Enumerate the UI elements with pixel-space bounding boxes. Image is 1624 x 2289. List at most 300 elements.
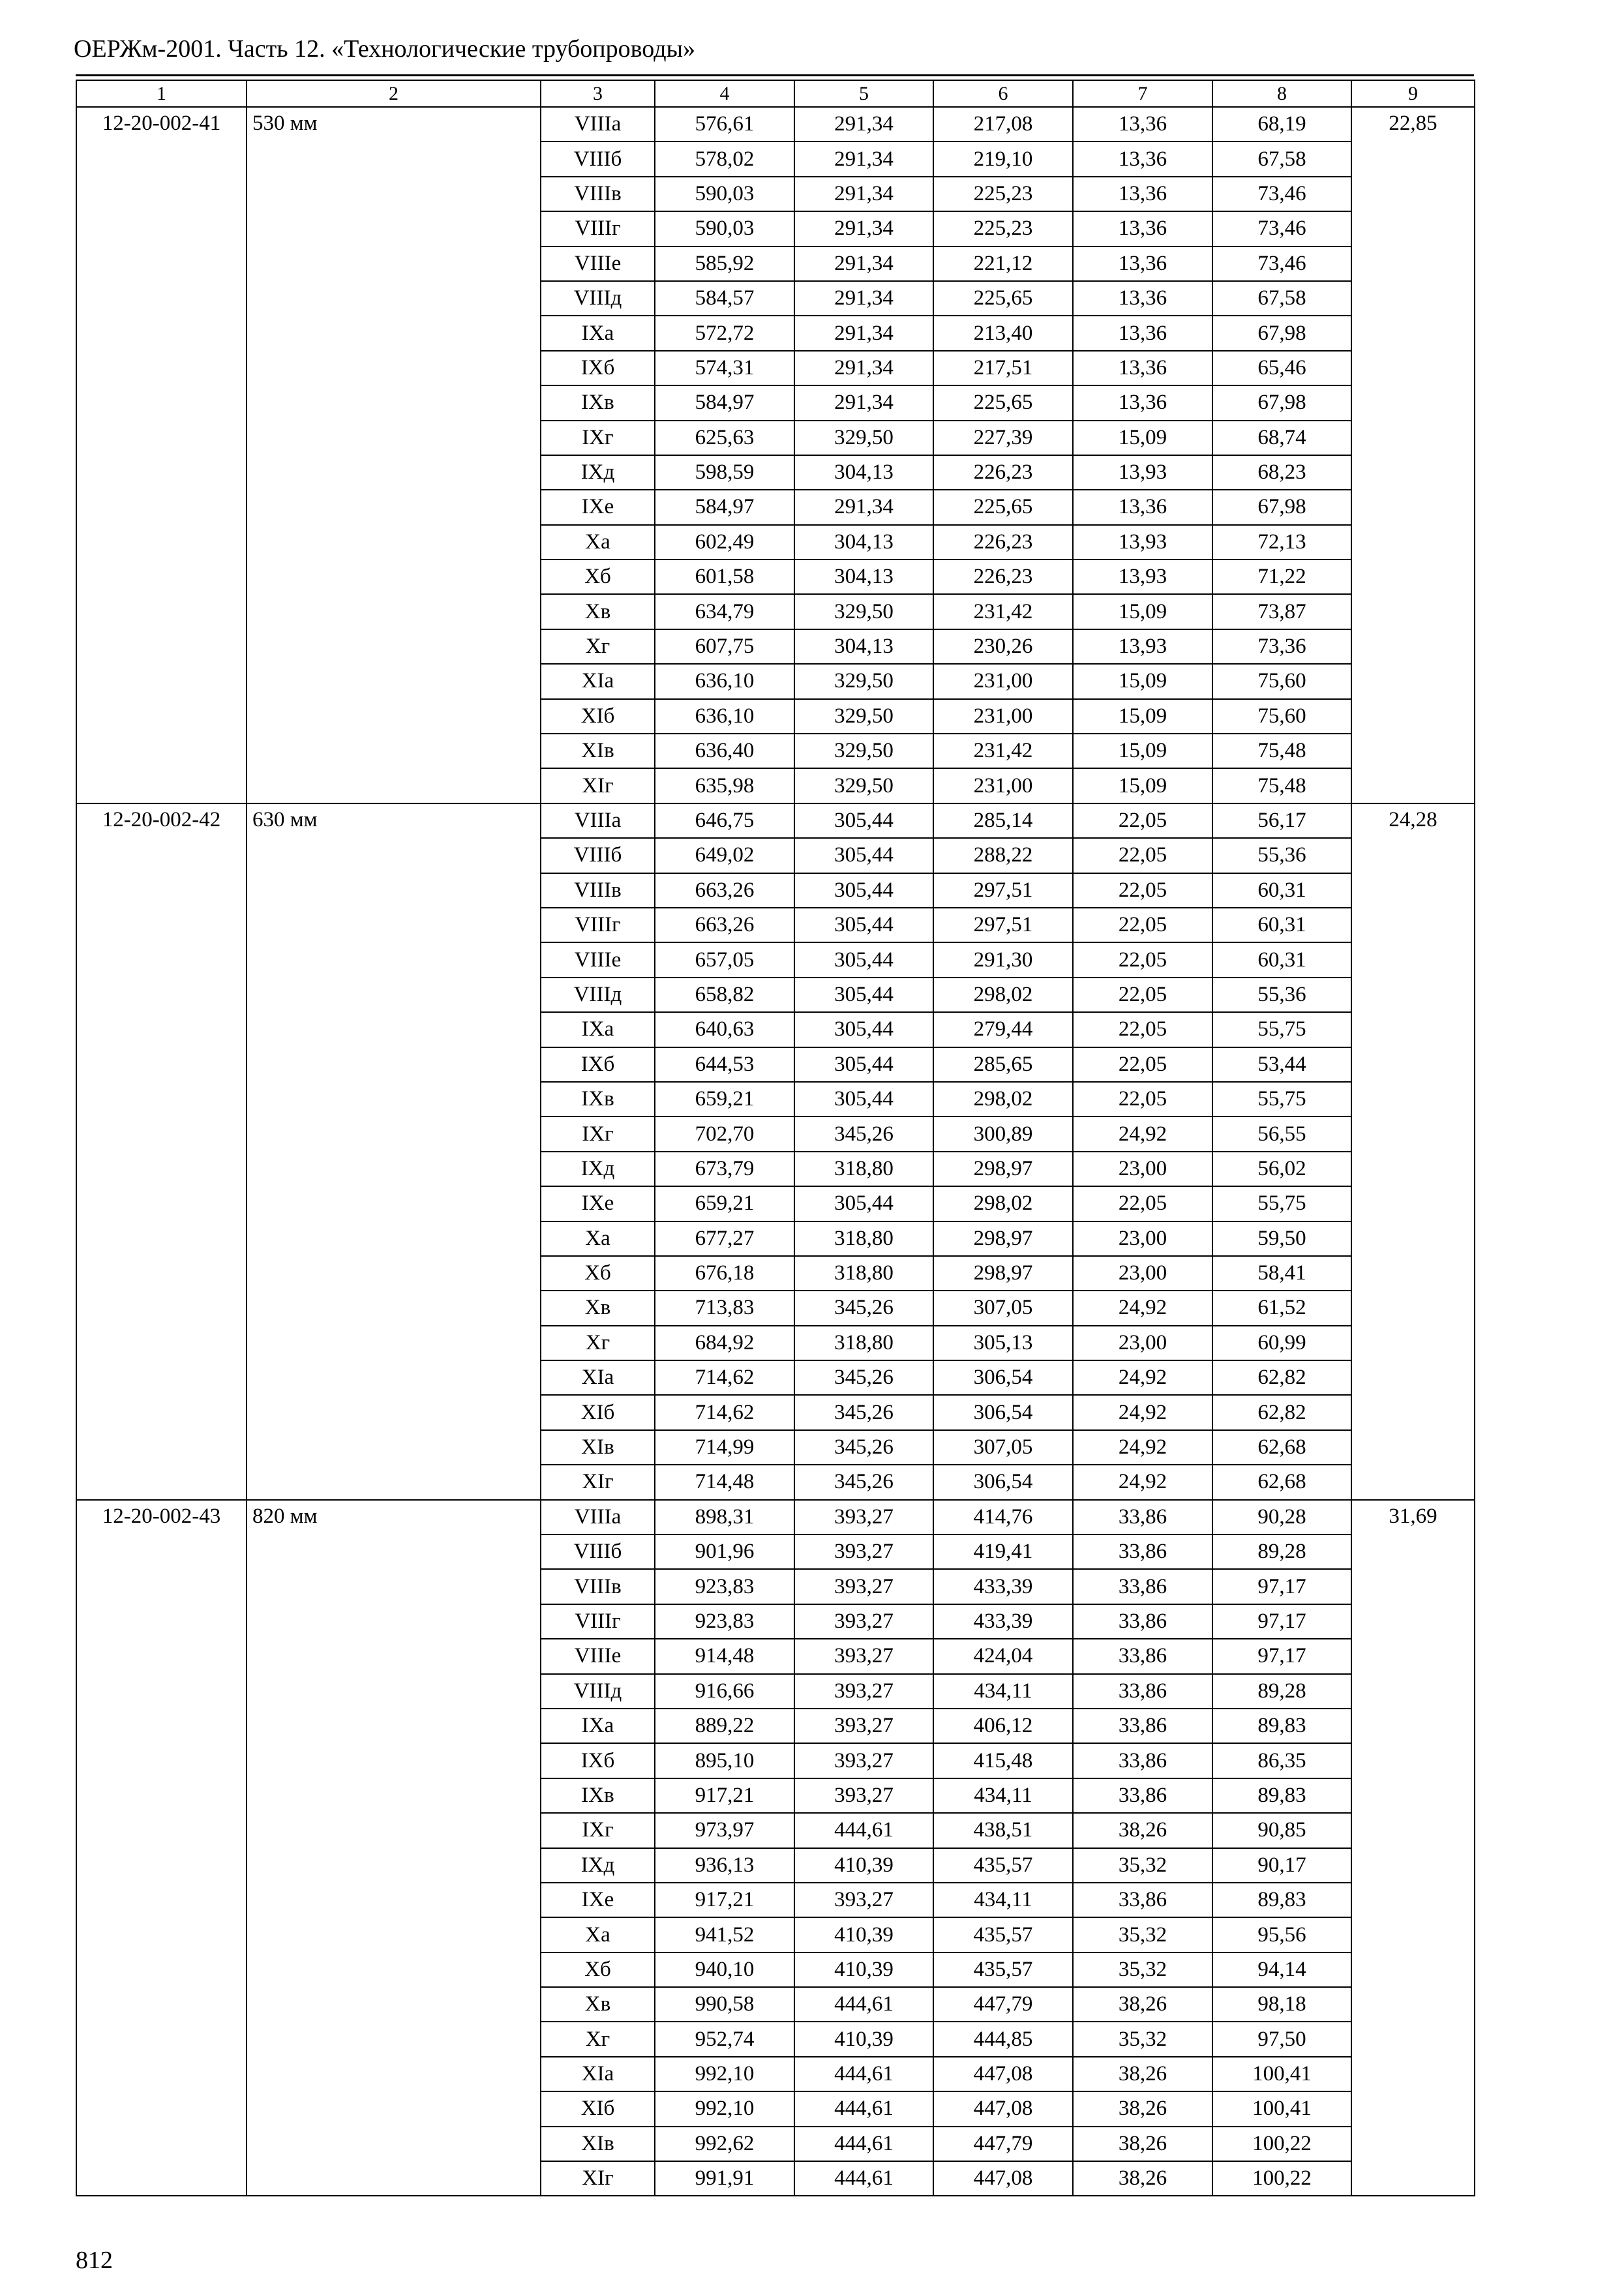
class-cell: IXг: [541, 1813, 655, 1848]
col8-cell: 75,60: [1212, 664, 1351, 698]
class-cell: XIб: [541, 1395, 655, 1429]
col7-cell: 13,36: [1073, 107, 1212, 142]
col5-cell: 305,44: [794, 1047, 933, 1082]
class-cell: IXa: [541, 316, 655, 350]
col8-cell: 75,60: [1212, 699, 1351, 734]
col4-cell: 973,97: [655, 1813, 794, 1848]
col6-cell: 300,89: [933, 1116, 1073, 1151]
col5-cell: 318,80: [794, 1326, 933, 1360]
col7-cell: 33,86: [1073, 1569, 1212, 1604]
col4-cell: 673,79: [655, 1152, 794, 1186]
col5-cell: 318,80: [794, 1256, 933, 1291]
col7-cell: 15,09: [1073, 734, 1212, 768]
class-cell: VIIIa: [541, 1500, 655, 1534]
col6-cell: 231,00: [933, 699, 1073, 734]
col7-cell: 22,05: [1073, 908, 1212, 942]
col9-cell: 31,69: [1351, 1500, 1475, 2196]
col8-cell: 75,48: [1212, 768, 1351, 803]
col7-cell: 22,05: [1073, 838, 1212, 873]
col5-cell: 444,61: [794, 2057, 933, 2091]
price-table-container: [76, 80, 1474, 2196]
column-number-cell: 5: [794, 80, 933, 107]
col6-cell: 298,02: [933, 1082, 1073, 1116]
class-cell: VIIIв: [541, 1569, 655, 1604]
col5-cell: 393,27: [794, 1604, 933, 1639]
col8-cell: 89,28: [1212, 1674, 1351, 1709]
col5-cell: 305,44: [794, 1082, 933, 1116]
class-cell: XIг: [541, 2161, 655, 2196]
col4-cell: 917,21: [655, 1778, 794, 1813]
col6-cell: 306,54: [933, 1465, 1073, 1499]
class-cell: Xa: [541, 1221, 655, 1256]
col8-cell: 67,98: [1212, 490, 1351, 524]
col7-cell: 13,36: [1073, 211, 1212, 246]
col8-cell: 55,75: [1212, 1082, 1351, 1116]
col4-cell: 676,18: [655, 1256, 794, 1291]
price-table-body: [76, 80, 1475, 2196]
col5-cell: 329,50: [794, 768, 933, 803]
col5-cell: 410,39: [794, 1917, 933, 1952]
col6-cell: 447,08: [933, 2057, 1073, 2091]
col7-cell: 24,92: [1073, 1465, 1212, 1499]
col8-cell: 58,41: [1212, 1256, 1351, 1291]
col6-cell: 298,97: [933, 1152, 1073, 1186]
col7-cell: 33,86: [1073, 1778, 1212, 1813]
col8-cell: 61,52: [1212, 1291, 1351, 1325]
col8-cell: 67,58: [1212, 142, 1351, 176]
col7-cell: 38,26: [1073, 2161, 1212, 2196]
col9-cell: 24,28: [1351, 803, 1475, 1500]
class-cell: VIIIе: [541, 247, 655, 281]
col5-cell: 444,61: [794, 2127, 933, 2161]
col8-cell: 60,99: [1212, 1326, 1351, 1360]
item-code-cell: 12-20-002-41: [76, 107, 247, 803]
col4-cell: 590,03: [655, 177, 794, 211]
col7-cell: 13,36: [1073, 316, 1212, 350]
class-cell: Xб: [541, 1952, 655, 1987]
col7-cell: 13,36: [1073, 490, 1212, 524]
col6-cell: 435,57: [933, 1848, 1073, 1883]
col4-cell: 923,83: [655, 1569, 794, 1604]
column-number-cell: 1: [76, 80, 247, 107]
col6-cell: 415,48: [933, 1743, 1073, 1778]
col7-cell: 22,05: [1073, 942, 1212, 977]
col6-cell: 226,23: [933, 455, 1073, 490]
col5-cell: 305,44: [794, 873, 933, 908]
col7-cell: 13,36: [1073, 142, 1212, 176]
item-code-cell: 12-20-002-42: [76, 803, 247, 1500]
col5-cell: 291,34: [794, 351, 933, 385]
class-cell: IXв: [541, 1082, 655, 1116]
col7-cell: 38,26: [1073, 2127, 1212, 2161]
col6-cell: 406,12: [933, 1709, 1073, 1743]
col4-cell: 663,26: [655, 873, 794, 908]
col6-cell: 288,22: [933, 838, 1073, 873]
col4-cell: 658,82: [655, 978, 794, 1012]
col7-cell: 22,05: [1073, 803, 1212, 838]
col4-cell: 657,05: [655, 942, 794, 977]
col6-cell: 433,39: [933, 1569, 1073, 1604]
col6-cell: 231,00: [933, 768, 1073, 803]
col7-cell: 13,36: [1073, 385, 1212, 420]
col7-cell: 33,86: [1073, 1743, 1212, 1778]
col4-cell: 584,57: [655, 281, 794, 316]
col8-cell: 72,13: [1212, 525, 1351, 560]
col7-cell: 15,09: [1073, 421, 1212, 455]
col7-cell: 33,86: [1073, 1604, 1212, 1639]
col6-cell: 225,23: [933, 211, 1073, 246]
col5-cell: 291,34: [794, 281, 933, 316]
col6-cell: 297,51: [933, 908, 1073, 942]
col8-cell: 100,22: [1212, 2127, 1351, 2161]
col6-cell: 424,04: [933, 1639, 1073, 1673]
class-cell: IXе: [541, 490, 655, 524]
class-cell: VIIIa: [541, 803, 655, 838]
class-cell: VIIIг: [541, 211, 655, 246]
col7-cell: 33,86: [1073, 1534, 1212, 1569]
column-number-cell: 6: [933, 80, 1073, 107]
col5-cell: 304,13: [794, 560, 933, 594]
col6-cell: 279,44: [933, 1012, 1073, 1047]
col8-cell: 73,36: [1212, 629, 1351, 664]
col5-cell: 291,34: [794, 107, 933, 142]
col6-cell: 230,26: [933, 629, 1073, 664]
col7-cell: 24,92: [1073, 1360, 1212, 1395]
col4-cell: 590,03: [655, 211, 794, 246]
col6-cell: 419,41: [933, 1534, 1073, 1569]
col4-cell: 917,21: [655, 1883, 794, 1917]
col7-cell: 33,86: [1073, 1883, 1212, 1917]
pipe-size-cell: 820 мм: [247, 1500, 541, 2196]
col5-cell: 345,26: [794, 1116, 933, 1151]
col6-cell: 217,08: [933, 107, 1073, 142]
col5-cell: 305,44: [794, 1012, 933, 1047]
col6-cell: 285,65: [933, 1047, 1073, 1082]
col5-cell: 291,34: [794, 316, 933, 350]
item-code-cell: 12-20-002-43: [76, 1500, 247, 2196]
col6-cell: 307,05: [933, 1430, 1073, 1465]
col4-cell: 898,31: [655, 1500, 794, 1534]
col8-cell: 68,19: [1212, 107, 1351, 142]
col6-cell: 231,00: [933, 664, 1073, 698]
class-cell: IXе: [541, 1883, 655, 1917]
col5-cell: 291,34: [794, 247, 933, 281]
col7-cell: 13,36: [1073, 247, 1212, 281]
col4-cell: 713,83: [655, 1291, 794, 1325]
col6-cell: 225,65: [933, 490, 1073, 524]
col4-cell: 635,98: [655, 768, 794, 803]
col5-cell: 304,13: [794, 525, 933, 560]
class-cell: XIв: [541, 734, 655, 768]
col8-cell: 60,31: [1212, 942, 1351, 977]
col5-cell: 305,44: [794, 978, 933, 1012]
col8-cell: 56,55: [1212, 1116, 1351, 1151]
col6-cell: 435,57: [933, 1917, 1073, 1952]
class-cell: XIв: [541, 1430, 655, 1465]
class-cell: VIIIб: [541, 142, 655, 176]
page-title: ОЕРЖм-2001. Часть 12. «Технологические трубопроводы»: [74, 35, 696, 63]
col5-cell: 304,13: [794, 629, 933, 664]
col4-cell: 714,48: [655, 1465, 794, 1499]
class-cell: VIIIг: [541, 908, 655, 942]
col6-cell: 434,11: [933, 1883, 1073, 1917]
col6-cell: 285,14: [933, 803, 1073, 838]
col4-cell: 634,79: [655, 594, 794, 629]
col4-cell: 584,97: [655, 385, 794, 420]
col5-cell: 329,50: [794, 699, 933, 734]
class-cell: VIIIд: [541, 1674, 655, 1709]
col4-cell: 636,40: [655, 734, 794, 768]
col5-cell: 393,27: [794, 1534, 933, 1569]
col6-cell: 213,40: [933, 316, 1073, 350]
col4-cell: 936,13: [655, 1848, 794, 1883]
class-cell: Xг: [541, 1326, 655, 1360]
col4-cell: 992,62: [655, 2127, 794, 2161]
col4-cell: 646,75: [655, 803, 794, 838]
col4-cell: 636,10: [655, 699, 794, 734]
col8-cell: 62,82: [1212, 1360, 1351, 1395]
col5-cell: 304,13: [794, 455, 933, 490]
class-cell: XIб: [541, 2091, 655, 2126]
col8-cell: 89,83: [1212, 1883, 1351, 1917]
col6-cell: 221,12: [933, 247, 1073, 281]
col8-cell: 55,36: [1212, 838, 1351, 873]
col6-cell: 231,42: [933, 734, 1073, 768]
class-cell: VIIIд: [541, 281, 655, 316]
col4-cell: 714,99: [655, 1430, 794, 1465]
col6-cell: 297,51: [933, 873, 1073, 908]
col5-cell: 444,61: [794, 1813, 933, 1848]
class-cell: Xa: [541, 525, 655, 560]
col4-cell: 585,92: [655, 247, 794, 281]
class-cell: VIIIб: [541, 1534, 655, 1569]
col8-cell: 67,58: [1212, 281, 1351, 316]
col5-cell: 393,27: [794, 1639, 933, 1673]
col5-cell: 345,26: [794, 1360, 933, 1395]
class-cell: IXг: [541, 1116, 655, 1151]
col8-cell: 60,31: [1212, 873, 1351, 908]
col7-cell: 13,36: [1073, 351, 1212, 385]
col8-cell: 55,36: [1212, 978, 1351, 1012]
col7-cell: 15,09: [1073, 768, 1212, 803]
col6-cell: 447,79: [933, 2127, 1073, 2161]
col5-cell: 291,34: [794, 177, 933, 211]
col6-cell: 306,54: [933, 1395, 1073, 1429]
col8-cell: 62,68: [1212, 1465, 1351, 1499]
col8-cell: 67,98: [1212, 316, 1351, 350]
pipe-size-cell: 530 мм: [247, 107, 541, 803]
col7-cell: 38,26: [1073, 2057, 1212, 2091]
col8-cell: 97,17: [1212, 1569, 1351, 1604]
col4-cell: 901,96: [655, 1534, 794, 1569]
col4-cell: 991,91: [655, 2161, 794, 2196]
col5-cell: 318,80: [794, 1152, 933, 1186]
col5-cell: 305,44: [794, 1186, 933, 1221]
class-cell: IXa: [541, 1709, 655, 1743]
col8-cell: 75,48: [1212, 734, 1351, 768]
col4-cell: 914,48: [655, 1639, 794, 1673]
col8-cell: 94,14: [1212, 1952, 1351, 1987]
col5-cell: 393,27: [794, 1569, 933, 1604]
col9-cell: 22,85: [1351, 107, 1475, 803]
class-cell: VIIIв: [541, 177, 655, 211]
col7-cell: 24,92: [1073, 1395, 1212, 1429]
column-number-cell: 8: [1212, 80, 1351, 107]
col6-cell: 231,42: [933, 594, 1073, 629]
col6-cell: 298,97: [933, 1256, 1073, 1291]
class-cell: VIIIе: [541, 942, 655, 977]
col5-cell: 305,44: [794, 908, 933, 942]
col7-cell: 13,36: [1073, 177, 1212, 211]
col8-cell: 90,28: [1212, 1500, 1351, 1534]
col8-cell: 100,41: [1212, 2057, 1351, 2091]
col5-cell: 305,44: [794, 942, 933, 977]
col8-cell: 56,17: [1212, 803, 1351, 838]
col4-cell: 941,52: [655, 1917, 794, 1952]
col8-cell: 95,56: [1212, 1917, 1351, 1952]
class-cell: VIIIв: [541, 873, 655, 908]
col7-cell: 33,86: [1073, 1709, 1212, 1743]
col4-cell: 576,61: [655, 107, 794, 142]
col8-cell: 73,87: [1212, 594, 1351, 629]
class-cell: VIIIг: [541, 1604, 655, 1639]
col5-cell: 345,26: [794, 1465, 933, 1499]
col7-cell: 22,05: [1073, 978, 1212, 1012]
col6-cell: 225,65: [933, 281, 1073, 316]
col6-cell: 438,51: [933, 1813, 1073, 1848]
col8-cell: 73,46: [1212, 211, 1351, 246]
col5-cell: 291,34: [794, 490, 933, 524]
col8-cell: 97,17: [1212, 1604, 1351, 1639]
table-row: [76, 1500, 1475, 1534]
col7-cell: 33,86: [1073, 1639, 1212, 1673]
class-cell: IXб: [541, 1047, 655, 1082]
price-table: [76, 80, 1475, 2196]
col5-cell: 305,44: [794, 838, 933, 873]
col8-cell: 100,41: [1212, 2091, 1351, 2126]
col6-cell: 306,54: [933, 1360, 1073, 1395]
col4-cell: 895,10: [655, 1743, 794, 1778]
class-cell: IXв: [541, 385, 655, 420]
class-cell: VIIIд: [541, 978, 655, 1012]
col4-cell: 684,92: [655, 1326, 794, 1360]
col4-cell: 992,10: [655, 2091, 794, 2126]
col5-cell: 393,27: [794, 1743, 933, 1778]
col7-cell: 35,32: [1073, 1848, 1212, 1883]
col7-cell: 35,32: [1073, 1952, 1212, 1987]
col7-cell: 23,00: [1073, 1221, 1212, 1256]
col5-cell: 329,50: [794, 664, 933, 698]
column-number-cell: 3: [541, 80, 655, 107]
class-cell: IXд: [541, 1848, 655, 1883]
col6-cell: 226,23: [933, 525, 1073, 560]
col6-cell: 433,39: [933, 1604, 1073, 1639]
pipe-size-cell: 630 мм: [247, 803, 541, 1500]
class-cell: Xг: [541, 629, 655, 664]
col4-cell: 677,27: [655, 1221, 794, 1256]
column-number-cell: 7: [1073, 80, 1212, 107]
col7-cell: 15,09: [1073, 699, 1212, 734]
col4-cell: 659,21: [655, 1082, 794, 1116]
col6-cell: 434,11: [933, 1674, 1073, 1709]
col4-cell: 990,58: [655, 1987, 794, 2022]
col5-cell: 393,27: [794, 1778, 933, 1813]
col6-cell: 298,02: [933, 1186, 1073, 1221]
col4-cell: 659,21: [655, 1186, 794, 1221]
col7-cell: 22,05: [1073, 1012, 1212, 1047]
col5-cell: 345,26: [794, 1395, 933, 1429]
col6-cell: 298,02: [933, 978, 1073, 1012]
col7-cell: 38,26: [1073, 1987, 1212, 2022]
col5-cell: 329,50: [794, 421, 933, 455]
col8-cell: 97,17: [1212, 1639, 1351, 1673]
col5-cell: 291,34: [794, 211, 933, 246]
col7-cell: 38,26: [1073, 2091, 1212, 2126]
col6-cell: 226,23: [933, 560, 1073, 594]
col4-cell: 952,74: [655, 2022, 794, 2056]
col8-cell: 65,46: [1212, 351, 1351, 385]
col7-cell: 33,86: [1073, 1674, 1212, 1709]
col6-cell: 447,08: [933, 2091, 1073, 2126]
col6-cell: 435,57: [933, 1952, 1073, 1987]
col4-cell: 578,02: [655, 142, 794, 176]
col4-cell: 992,10: [655, 2057, 794, 2091]
col6-cell: 307,05: [933, 1291, 1073, 1325]
col4-cell: 584,97: [655, 490, 794, 524]
col7-cell: 22,05: [1073, 1082, 1212, 1116]
col5-cell: 329,50: [794, 594, 933, 629]
col8-cell: 62,68: [1212, 1430, 1351, 1465]
col4-cell: 663,26: [655, 908, 794, 942]
col4-cell: 636,10: [655, 664, 794, 698]
class-cell: XIб: [541, 699, 655, 734]
col8-cell: 71,22: [1212, 560, 1351, 594]
col8-cell: 89,83: [1212, 1709, 1351, 1743]
col7-cell: 35,32: [1073, 1917, 1212, 1952]
col5-cell: 393,27: [794, 1883, 933, 1917]
col7-cell: 23,00: [1073, 1152, 1212, 1186]
col4-cell: 574,31: [655, 351, 794, 385]
col5-cell: 305,44: [794, 803, 933, 838]
class-cell: IXб: [541, 1743, 655, 1778]
col8-cell: 100,22: [1212, 2161, 1351, 2196]
col8-cell: 59,50: [1212, 1221, 1351, 1256]
class-cell: IXд: [541, 455, 655, 490]
col5-cell: 329,50: [794, 734, 933, 768]
col5-cell: 291,34: [794, 385, 933, 420]
col4-cell: 649,02: [655, 838, 794, 873]
col5-cell: 393,27: [794, 1709, 933, 1743]
col8-cell: 67,98: [1212, 385, 1351, 420]
column-number-cell: 9: [1351, 80, 1475, 107]
col8-cell: 62,82: [1212, 1395, 1351, 1429]
col4-cell: 714,62: [655, 1360, 794, 1395]
col8-cell: 86,35: [1212, 1743, 1351, 1778]
class-cell: Xв: [541, 1291, 655, 1325]
column-number-cell: 2: [247, 80, 541, 107]
col6-cell: 217,51: [933, 351, 1073, 385]
class-cell: Xa: [541, 1917, 655, 1952]
col8-cell: 97,50: [1212, 2022, 1351, 2056]
col4-cell: 889,22: [655, 1709, 794, 1743]
col5-cell: 444,61: [794, 1987, 933, 2022]
col6-cell: 305,13: [933, 1326, 1073, 1360]
col6-cell: 225,65: [933, 385, 1073, 420]
col7-cell: 13,93: [1073, 629, 1212, 664]
col7-cell: 24,92: [1073, 1430, 1212, 1465]
col8-cell: 68,23: [1212, 455, 1351, 490]
col7-cell: 33,86: [1073, 1500, 1212, 1534]
